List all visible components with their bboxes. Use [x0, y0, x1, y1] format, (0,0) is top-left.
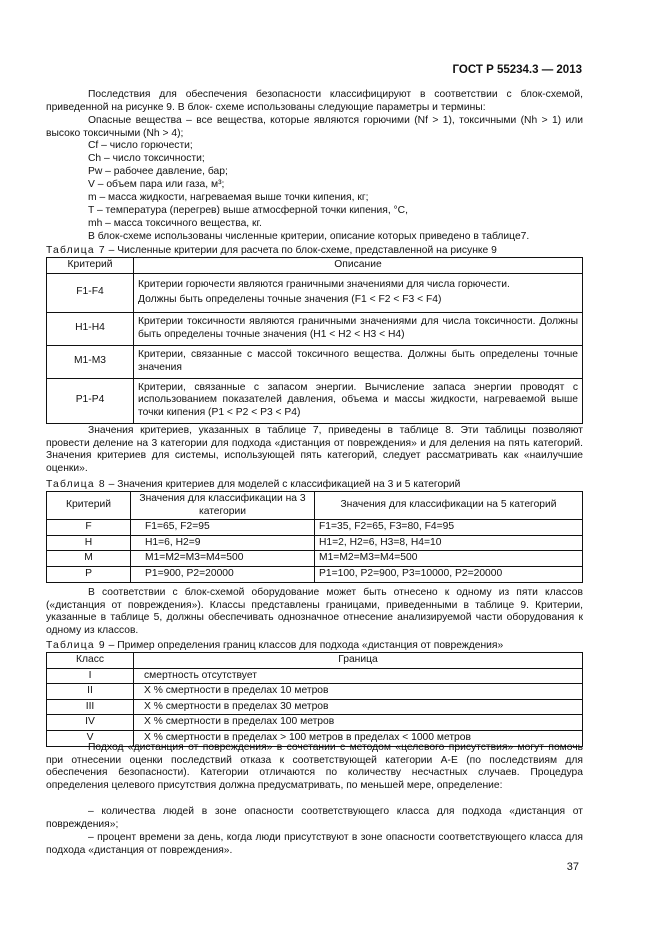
table-header-cell: Значения для классификации на 5 категорий [315, 492, 583, 520]
table-header-cell: Граница [134, 653, 583, 669]
document-header: ГОСТ Р 55234.3 — 2013 [452, 64, 582, 76]
term-item: Cf – число горючести; [88, 140, 193, 151]
table-cell: H1=2, H2=6, H3=8, H4=10 [315, 535, 583, 551]
table-header-cell: Значения для классификации на 3 категории [131, 492, 315, 520]
table-cell: H1-H4 [47, 312, 134, 345]
table-header-cell: Критерий [47, 258, 134, 274]
table-row [47, 535, 583, 551]
table-cell: смертность отсутствует [134, 668, 583, 684]
table-cell: H1=6, H2=9 [131, 535, 315, 551]
table-cell: V [47, 730, 134, 746]
table-row [47, 520, 583, 536]
table-cell: H [47, 535, 131, 551]
term-item: T – температура (перегрев) выше атмосферной точки кипения, °C, [88, 205, 408, 216]
table-row [47, 378, 583, 423]
table-row [47, 715, 583, 731]
table-8 [46, 491, 583, 583]
table-cell: M1=M2=M3=M4=500 [315, 551, 583, 567]
table-cell: X % смертности в пределах 100 метров [134, 715, 583, 731]
table-header-cell: Критерий [47, 492, 131, 520]
table-row [47, 668, 583, 684]
table-cell: P1-P4 [47, 378, 134, 423]
table-cell: M [47, 551, 131, 567]
table-cell: P1=100, P2=900, P3=10000, P2=20000 [315, 566, 583, 582]
table8-caption: Таблица 8 – Значения критериев для моделей с классификацией на 3 и 5 категорий [46, 479, 461, 490]
table7-reference-line: В блок-схеме использованы численные критерии, описание которых приведено в таблице7. [88, 231, 530, 242]
table-cell: X % смертности в пределах 30 метров [134, 699, 583, 715]
hazardous-substances-paragraph: Опасные вещества – все вещества, которые являются горючими (Nf > 1), токсичными (Nh > 1) или высоко токсичными (Nh > 4); [46, 115, 583, 139]
table7-caption: Таблица 7 – Численные критерии для расчета по блок-схеме, представленной на рисунке 9 [46, 245, 497, 256]
page-number: 37 [566, 861, 579, 873]
table-cell: F [47, 520, 131, 536]
table-header-cell: Класс [47, 653, 134, 669]
paragraph-after-table7: Значения критериев, указанных в таблице 7, приведены в таблице 8. Эти таблицы позволяют провести деление на 3 категории для подхода «дистанция от повреждения» и для деления на пять категорий. Значения критериев для системы, использующей пять категорий, следует рассматривать как «наилучшие оценки». [46, 425, 583, 474]
table-cell: F1=65, F2=95 [131, 520, 315, 536]
table-cell: Критерии горючести являются граничными значениями для числа горючести. Должны быть определены точные значения (F1 < F2 < F3 < F4) [134, 273, 583, 312]
term-item: Ch – число токсичности; [88, 153, 205, 164]
table-cell: P [47, 566, 131, 582]
term-item: m – масса жидкости, нагреваемая выше точки кипения, кг; [88, 192, 369, 203]
bullet-item: – процент времени за день, когда люди присутствуют в зоне опасности соответствующего класса для подхода «дистанция от повреждения». [46, 832, 583, 856]
table-9 [46, 652, 583, 747]
term-item: mh – масса токсичного вещества, кг. [88, 218, 262, 229]
term-item: Pw – рабочее давление, бар; [88, 166, 228, 177]
table-7 [46, 257, 583, 424]
table-row [47, 566, 583, 582]
table-row [47, 273, 583, 312]
bullet-item: – количества людей в зоне опасности соответствующего класса для подхода «дистанция от повреждения»; [46, 806, 583, 830]
table-cell: II [47, 684, 134, 700]
table-cell: M1=M2=M3=M4=500 [131, 551, 315, 567]
table9-caption: Таблица 9 – Пример определения границ классов для подхода «дистанция от повреждения» [46, 640, 504, 651]
intro-paragraph: Последствия для обеспечения безопасности классифицируют в соответствии с блок-схемой, приведенной на рисунке 9. В блок- схеме использованы следующие параметры и термины: [46, 89, 583, 113]
paragraph-after-table8: В соответствии с блок-схемой оборудование может быть отнесено к одному из пяти классов («дистанция от повреждения»). Классы представлены границами, приведенными в таблице 9. Критерии, указанные в таблице 5, должны обеспечивать однозначное отнесение анализируемой части оборудования к одному из классов. [46, 587, 583, 636]
table-cell: F1-F4 [47, 273, 134, 312]
table-header-cell: Описание [134, 258, 583, 274]
table-cell: X % смертности в пределах > 100 метров в пределах < 1000 метров [134, 730, 583, 746]
table-row [47, 699, 583, 715]
table-cell: Критерии токсичности являются граничными значениями для числа токсичности. Должны быть определены точные значения (H1 < H2 < H3 < H4) [134, 312, 583, 345]
table-row [47, 684, 583, 700]
table-cell: IV [47, 715, 134, 731]
table-cell: III [47, 699, 134, 715]
table-cell: M1-M3 [47, 345, 134, 378]
table-cell: I [47, 668, 134, 684]
table-row [47, 551, 583, 567]
table-cell: Критерии, связанные с запасом энергии. Вычисление запаса энергии проводят с использованием показателей давления, объема и массы жидкости, нагреваемой выше точки кипения (P1 < P2 < P3 < P4) [134, 378, 583, 423]
final-paragraph: Подход «дистанция от повреждения» в сочетании с методом «целевого присутствия» могут помочь при отнесении оценки последствий отказа к соответствующей категории A-E (по последствиям для обеспечения безопасности). Категории отличаются по количеству несчастных случаев. Процедура определения целевого присутствия должна предусматривать, по меньшей мере, определение: [46, 742, 583, 791]
table-cell: P1=900, P2=20000 [131, 566, 315, 582]
term-item: V – объем пара или газа, м³; [88, 179, 225, 190]
table-cell: F1=35, F2=65, F3=80, F4=95 [315, 520, 583, 536]
table-row [47, 312, 583, 345]
table-row [47, 345, 583, 378]
table-cell: X % смертности в пределах 10 метров [134, 684, 583, 700]
table-cell: Критерии, связанные с массой токсичного вещества. Должны быть определены точные значения [134, 345, 583, 378]
